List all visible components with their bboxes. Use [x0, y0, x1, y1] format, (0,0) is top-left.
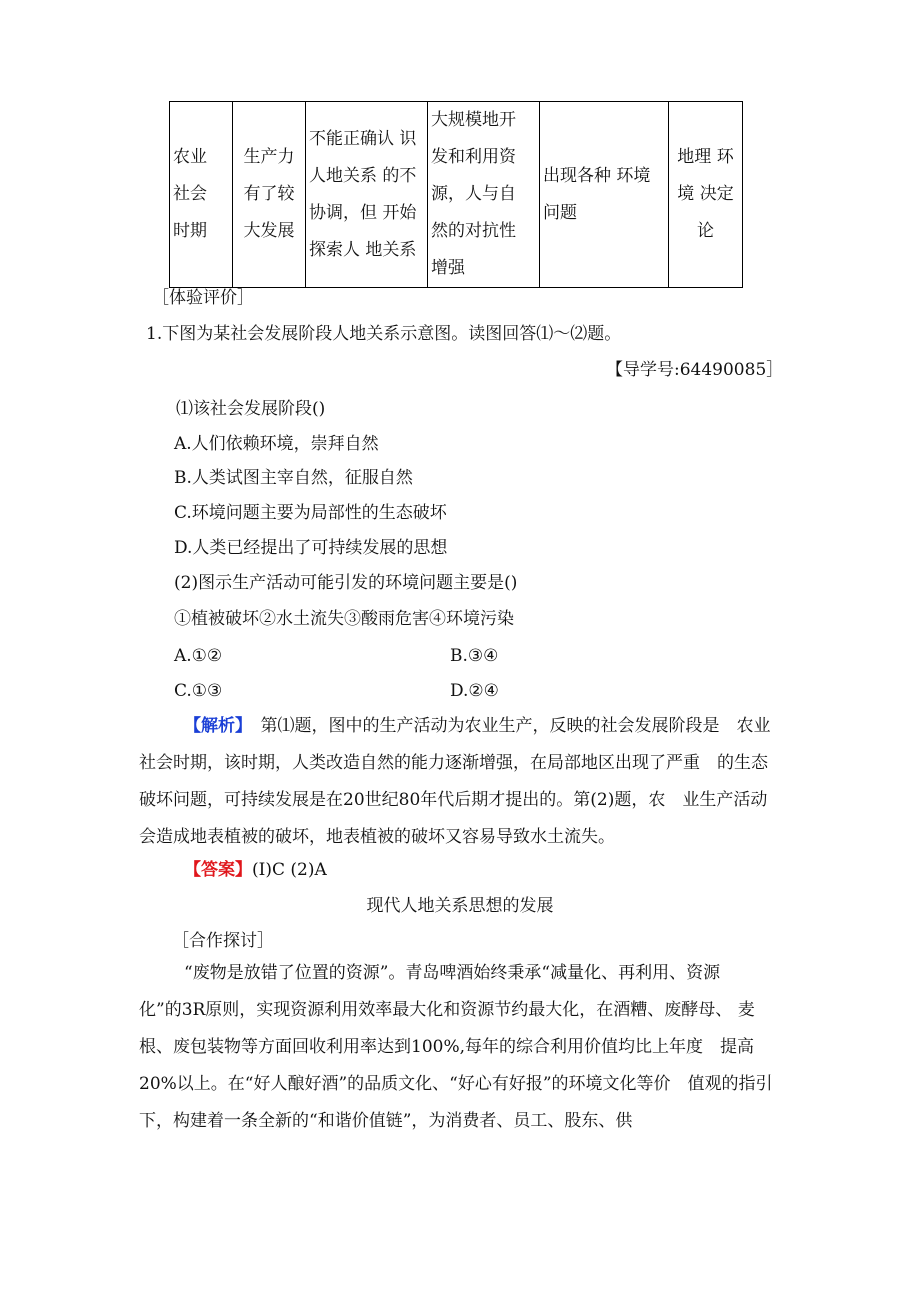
section-heading-discussion: ［合作探讨］	[172, 931, 274, 951]
analysis-label: 【解析】	[184, 716, 244, 736]
table-cell-period: 农业 社会 时期	[170, 102, 233, 288]
q2-option-b: B.③④	[450, 646, 499, 666]
history-table	[169, 101, 743, 288]
question-2: (2)图示生产活动可能引发的环境问题主要是()	[174, 573, 518, 593]
question-intro: 1.下图为某社会发展阶段人地关系示意图。读图回答⑴～⑵题。	[146, 324, 622, 344]
section-title: 现代人地关系思想的发展	[366, 896, 554, 916]
table-row	[170, 102, 743, 288]
analysis-paragraph	[139, 708, 781, 856]
q2-option-d: D.②④	[450, 681, 499, 701]
question-1: ⑴该社会发展阶段()	[176, 399, 326, 419]
guide-number: 【导学号:64490085］	[606, 360, 784, 380]
q2-option-c: C.①③	[174, 681, 223, 701]
q1-option-a: A.人们依赖环境，崇拜自然	[174, 434, 379, 454]
q1-option-d: D.人类已经提出了可持续发展的思想	[174, 538, 448, 558]
table-cell-activity: 大规模地开 发和利用资 源，人与自 然的对抗性 增强	[428, 102, 540, 288]
table-cell-theory: 地理 环境 决定论	[669, 102, 743, 288]
table-cell-understanding: 不能正确认 识人地关系 的不协调，但 开始探索人 地关系	[306, 102, 428, 288]
analysis-text: 第⑴题，图中的生产活动为农业生产，反映的社会发展阶段是 农业社会时期，该时期，人类改造自然的能力逐渐增强，在局部地区出现了严重 的生态破坏问题，可持续发展是在20世纪80年代后期才提出的。第(2)题，农 业生产活动会造成地表植被的破坏，地表植被的破坏又容易导致水土流失。	[139, 716, 771, 847]
answer-line	[184, 859, 327, 881]
q1-option-c: C.环境问题主要为局部性的生态破坏	[174, 503, 447, 523]
table-cell-productivity: 生产力有了较大发展	[233, 102, 306, 288]
q1-option-b: B.人类试图主宰自然，征服自然	[174, 468, 413, 488]
answer-text: (I)C (2)A	[252, 860, 327, 880]
q2-items: ①植被破坏②水土流失③酸雨危害④环境污染	[174, 609, 514, 629]
table-cell-problems: 出现各种 环境问题	[540, 102, 669, 288]
discussion-paragraph: “废物是放错了位置的资源”。青岛啤酒始终秉承“减量化、再利用、资源 化”的3R原则，实现资源利用效率最大化和资源节约最大化，在酒糟、废酵母、 麦根、废包装物等方面回收利用率达到100%,每年的综合利用价值均比上年度 提高20%以上。在“好人酿好酒”的品质文化、“好心有好报”的环境文化等价 值观的指引下，构建着一条全新的“和谐价值链”，为消费者、员工、股东、供	[139, 963, 773, 1131]
answer-label: 【答案】	[184, 860, 252, 880]
q2-option-a: A.①②	[174, 646, 223, 666]
section-heading-evaluation: ［体验评价］	[152, 288, 254, 308]
